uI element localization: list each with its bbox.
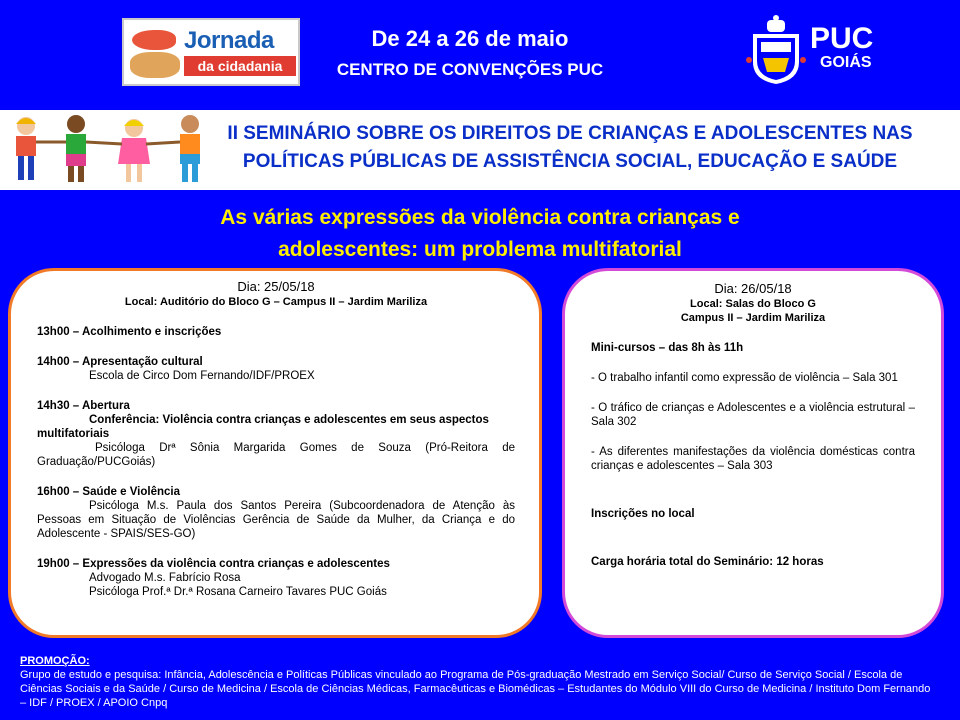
- day1-session-welcome: 13h00 – Acolhimento e inscrições: [37, 326, 222, 338]
- day1-panel: [8, 268, 542, 638]
- promotion-text: Grupo de estudo e pesquisa: Infância, Adolescência e Políticas Públicas vinculado ao Programa de Pós-graduação Mestrado em Serviço Social/ Curso de Serviço Social / Escola de Ciências Sociais e da Saúde / Curso de Medicina / Escola de Ciências Médicas, Farmacêuticas e Biomédicas – Estudantes do Módulo VIII do Curso de Medicina / Instituto Dom Fernando – IDF / PROEX / APOIO Cnpq: [20, 669, 931, 709]
- logo-title: Jornada: [184, 27, 274, 54]
- day1-location: Local: Auditório do Bloco G – Campus II – Jardim Mariliza: [124, 296, 428, 308]
- puc-name: PUC: [810, 22, 874, 55]
- headline: [160, 202, 800, 266]
- day2-title: Dia: 26/05/18: [714, 281, 792, 296]
- seminar-title-line2: POLÍTICAS PÚBLICAS DE ASSISTÊNCIA SOCIAL, EDUCAÇÃO E SAÚDE: [242, 151, 898, 172]
- day1-session-health: 16h00 – Saúde e Violência: [37, 486, 180, 498]
- day1-conference-speaker: Psicóloga Drª Sônia Margarida Gomes de Souza (Pró-Reitora de Graduação/PUCGoiás): [37, 442, 515, 468]
- bread-icon: [130, 52, 180, 78]
- seminar-title: [220, 120, 920, 176]
- day1-health-speaker: Psicóloga M.s. Paula dos Santos Pereira (Subcoordenadora de Atenção às Pessoas em Situação de Violências Gerência de Saúde da Mulher, da Criança e do Adolescente - SPAIS/SES-GO): [37, 500, 515, 540]
- headline-line1: As várias expressões da violência contra crianças e: [220, 206, 740, 229]
- event-venue: CENTRO DE CONVENÇÕES PUC: [336, 60, 604, 79]
- day2-registration: Inscrições no local: [591, 508, 695, 520]
- day2-minicourses: Mini-cursos – das 8h às 11h: [591, 342, 744, 354]
- day1-conference: Conferência: Violência contra crianças e adolescentes em seus aspectos multifatoriais: [37, 414, 489, 440]
- day2-panel: [562, 268, 944, 638]
- day2-location-line1: Local: Salas do Bloco G: [690, 298, 816, 310]
- day1-speaker-psychologist: Psicóloga Prof.ª Dr.ª Rosana Carneiro Tavares PUC Goiás: [89, 586, 387, 598]
- event-date: De 24 a 26 de maio: [371, 26, 569, 51]
- day2-course-2: - O tráfico de crianças e Adolescentes e a violência estrutural – Sala 302: [591, 402, 915, 428]
- headline-line2: adolescentes: um problema multifatorial: [278, 238, 682, 261]
- seminar-title-line1: II SEMINÁRIO SOBRE OS DIREITOS DE CRIANÇAS E ADOLESCENTES NAS: [227, 123, 913, 144]
- promotion-heading: PROMOÇÃO:: [20, 655, 90, 667]
- day1-session-cultural-detail: Escola de Circo Dom Fernando/IDF/PROEX: [89, 370, 315, 382]
- puc-crest-icon: [745, 14, 807, 86]
- day1-session-cultural: 14h00 – Apresentação cultural: [37, 356, 203, 368]
- promotion-section: [20, 654, 938, 710]
- logo-subtitle: da cidadania: [184, 56, 296, 76]
- day2-course-3: - As diferentes manifestações da violência domésticas contra crianças e adolescentes – Sala 303: [591, 446, 915, 472]
- day2-course-1: - O trabalho infantil como expressão de violência – Sala 301: [591, 372, 898, 384]
- jornada-logo: [122, 18, 300, 86]
- children-illustration-icon: [4, 112, 214, 188]
- day1-session-opening: 14h30 – Abertura: [37, 400, 130, 412]
- day2-location-line2: Campus II – Jardim Mariliza: [680, 312, 826, 324]
- day1-session-expressions: 19h00 – Expressões da violência contra crianças e adolescentes: [37, 558, 390, 570]
- day1-title: Dia: 25/05/18: [237, 279, 315, 294]
- day2-total-hours: Carga horária total do Seminário: 12 horas: [591, 556, 824, 568]
- fish-icon: [132, 30, 176, 50]
- day1-speaker-lawyer: Advogado M.s. Fabrício Rosa: [89, 572, 241, 584]
- puc-subname: GOIÁS: [820, 54, 872, 71]
